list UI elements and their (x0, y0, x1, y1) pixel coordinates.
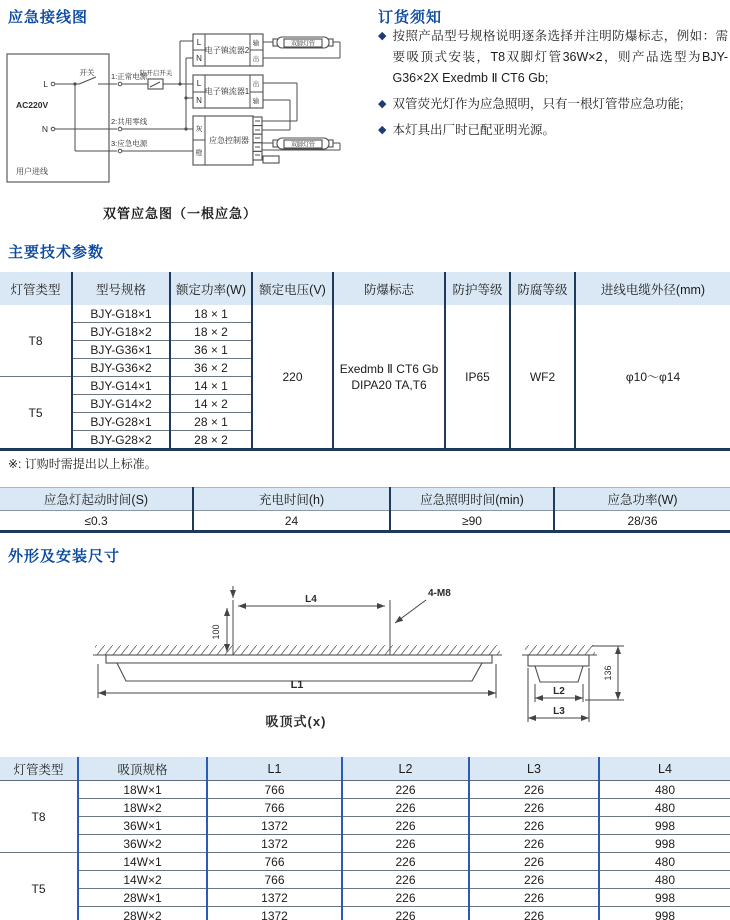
cell: 998 (599, 817, 730, 835)
wire3-label: 3:应急电源 (111, 139, 148, 148)
ballast1-label: 电子镇流器1 (204, 87, 250, 96)
col-header: 灯管类型 (0, 757, 78, 781)
cell: ≤0.3 (84, 513, 108, 528)
table-header-row (0, 272, 730, 305)
cell: BJY-G14×2 (72, 395, 170, 413)
section-title-dimensions: 外形及安装尺寸 (8, 548, 121, 565)
cell: 226 (342, 853, 469, 871)
table-row (0, 817, 730, 835)
col-header: L3 (469, 757, 599, 781)
wiring-diagram (0, 24, 365, 202)
col-header: 防爆标志 (333, 272, 445, 305)
cell: BJY-G36×2 (72, 359, 170, 377)
table-row (0, 781, 730, 799)
controller-terminals (253, 117, 262, 160)
cell: 226 (469, 907, 599, 920)
ballast1-n: N (196, 96, 202, 105)
ballast2-out: 出 (252, 56, 260, 63)
cell: WF2 (510, 305, 575, 450)
ballast2-label: 电子镇流器2 (204, 46, 250, 55)
cell: 226 (342, 871, 469, 889)
col-header: 充电时间(h) (193, 488, 390, 511)
cell: 226 (469, 853, 599, 871)
n-terminal-label: N (41, 124, 48, 134)
lamp2 (262, 83, 340, 163)
lamp1-label: 双脚灯管 (290, 41, 316, 48)
col-header: L4 (599, 757, 730, 781)
cell: 226 (342, 835, 469, 853)
col-header: 防护等级 (445, 272, 510, 305)
cell: 18W×1 (78, 781, 207, 799)
cell: 24 (193, 511, 390, 532)
col-header: L2 (342, 757, 469, 781)
cell: 1372 (207, 835, 342, 853)
cell: 226 (469, 835, 599, 853)
lamp2-label: 双脚灯管 (290, 142, 316, 149)
cell: BJY-G28×1 (72, 413, 170, 431)
cell: BJY-G18×1 (72, 305, 170, 323)
mounting-size-table (0, 757, 730, 920)
table-row (0, 835, 730, 853)
ex-mark-line1: Exedmb Ⅱ CT6 Gb (339, 361, 439, 376)
ballast2-n: N (196, 54, 202, 63)
section-title-wiring: 应急接线图 (8, 9, 89, 26)
cell: BJY-G18×2 (72, 323, 170, 341)
table-row (0, 853, 730, 871)
cell: 766 (207, 853, 342, 871)
cell (333, 305, 445, 450)
wire1-label: 1:正常电源 (111, 72, 148, 81)
cell: 1372 (207, 907, 342, 920)
footnote: ※: 订购时需提出以上标准。 (8, 457, 157, 471)
cell: 766 (207, 871, 342, 889)
list-item (378, 26, 728, 89)
col-header: L1 (207, 757, 342, 781)
table-row (0, 511, 730, 532)
height-100-label: 100 (211, 624, 221, 640)
cell: 14 × 1 (170, 377, 252, 395)
table-row (0, 889, 730, 907)
col-header: 灯管类型 (0, 272, 72, 305)
table-row (0, 907, 730, 920)
cell: 998 (599, 889, 730, 907)
ballast1-box (193, 75, 263, 108)
cell: 226 (469, 817, 599, 835)
controller-orange: 橙 (195, 150, 203, 157)
col-header: 进线电缆外径(mm) (575, 272, 730, 305)
col-header: 应急功率(W) (554, 488, 730, 511)
controller-label: 应急控制器 (209, 136, 249, 145)
section-title-tech: 主要技术参数 (8, 244, 105, 261)
cell: 36 × 1 (170, 341, 252, 359)
cell: 480 (599, 781, 730, 799)
anti-open-switch-label: 防开启开关 (139, 70, 173, 77)
cell: 998 (599, 907, 730, 920)
emergency-controller-box (193, 116, 262, 165)
cell: 226 (469, 781, 599, 799)
cell: 14W×1 (78, 853, 207, 871)
cell: 998 (599, 835, 730, 853)
note-text: 按照产品型号规格说明逐条选择并注明防爆标志，例如：需要吸顶式安装，T8双脚灯管36W×2，则产品选型为BJY-G36×2X Exedmb Ⅱ CT6 Gb; (392, 29, 728, 85)
wire2-label: 2:共用零线 (111, 117, 148, 126)
cell: 18 × 1 (170, 305, 252, 323)
emergency-params-table (0, 487, 730, 533)
cell: 18W×2 (78, 799, 207, 817)
l1-dim-label: L1 (290, 679, 304, 691)
ballast2-l: L (196, 38, 202, 47)
list-item (378, 120, 728, 141)
user-line-label: 用户进线 (16, 167, 48, 176)
tech-specs-table (0, 272, 730, 451)
cell: 36W×1 (78, 817, 207, 835)
cell: 28 × 2 (170, 431, 252, 450)
side-view (522, 645, 624, 722)
ex-mark-line2: DIPA20 TA,T6 (351, 377, 427, 392)
cell: 28W×2 (78, 907, 207, 920)
cell: T8 (0, 305, 72, 377)
cell: 14W×2 (78, 871, 207, 889)
controller-gray: 灰 (195, 126, 203, 133)
cell: 226 (342, 817, 469, 835)
cell: T8 (0, 781, 78, 853)
col-header: 应急照明时间(min) (390, 488, 554, 511)
cell: BJY-G28×2 (72, 431, 170, 450)
list-item (378, 94, 728, 115)
cell: 766 (207, 799, 342, 817)
col-header: 型号规格 (72, 272, 170, 305)
dimension-drawing (0, 576, 730, 754)
cell: T5 (28, 405, 43, 420)
col-header: 额定功率(W) (170, 272, 252, 305)
wiring-diagram-caption: 双管应急图（一根应急） (102, 206, 257, 221)
cell: BJY-G14×1 (72, 377, 170, 395)
cell: 14 × 2 (170, 395, 252, 413)
cell: 226 (342, 781, 469, 799)
cell: φ10～φ14 (575, 305, 730, 450)
cell: 226 (342, 907, 469, 920)
cell: 1372 (207, 889, 342, 907)
dimension-caption: 吸顶式(x) (265, 714, 327, 729)
lamp1 (263, 37, 340, 58)
note-text: 双管荧光灯作为应急照明，只有一根灯管带应急功能; (392, 97, 684, 111)
note-text: 本灯具出厂时已配亚明光源。 (392, 123, 555, 137)
cell: 28W×1 (78, 889, 207, 907)
ballast1-out: 出 (252, 81, 260, 88)
ballast1-l: L (196, 79, 202, 88)
ballast2-in: 输 (252, 40, 260, 47)
cell: 28/36 (554, 511, 730, 532)
cell: 480 (599, 853, 730, 871)
l4-dim-label: L4 (305, 594, 317, 605)
col-header: 吸顶规格 (78, 757, 207, 781)
section-title-ordering: 订货须知 (378, 9, 443, 26)
table-header-row (0, 757, 730, 781)
cell: 480 (599, 799, 730, 817)
bolt-spec-label: 4-M8 (428, 588, 451, 599)
col-header: 防腐等级 (510, 272, 575, 305)
cell: ≥90 (390, 511, 554, 532)
l3-dim-label: L3 (553, 706, 565, 717)
height-136-label: 136 (603, 665, 613, 681)
cell: IP65 (445, 305, 510, 450)
cell: 28 × 1 (170, 413, 252, 431)
cell: 226 (469, 889, 599, 907)
ordering-notes-list (378, 26, 728, 146)
cell: BJY-G36×1 (72, 341, 170, 359)
table-row (0, 305, 730, 323)
cell: T5 (31, 881, 46, 896)
ballast1-in: 输 (252, 98, 260, 105)
l-terminal-label: L (43, 79, 48, 89)
diamond-bullet-icon: ◆ (378, 30, 387, 42)
source-label: AC220V (16, 100, 49, 110)
cell: 226 (469, 799, 599, 817)
cell: 226 (469, 871, 599, 889)
cell: 36 × 2 (170, 359, 252, 377)
cell: 226 (342, 889, 469, 907)
l2-dim-label: L2 (553, 686, 565, 697)
cell: 480 (599, 871, 730, 889)
cell: 766 (207, 781, 342, 799)
col-header: 应急灯起动时间(S) (0, 488, 193, 511)
cell: 36W×2 (78, 835, 207, 853)
diamond-bullet-icon: ◆ (378, 98, 387, 110)
table-row (0, 871, 730, 889)
col-header: 额定电压(V) (252, 272, 333, 305)
cell: 1372 (207, 817, 342, 835)
ballast2-box (193, 34, 263, 66)
cell: 18 × 2 (170, 323, 252, 341)
diamond-bullet-icon: ◆ (378, 124, 387, 136)
cell: 226 (342, 799, 469, 817)
switch-label: 开关 (79, 68, 95, 77)
table-row (0, 799, 730, 817)
cell: 220 (252, 305, 333, 450)
table-header-row (0, 488, 730, 511)
front-view (93, 586, 502, 729)
